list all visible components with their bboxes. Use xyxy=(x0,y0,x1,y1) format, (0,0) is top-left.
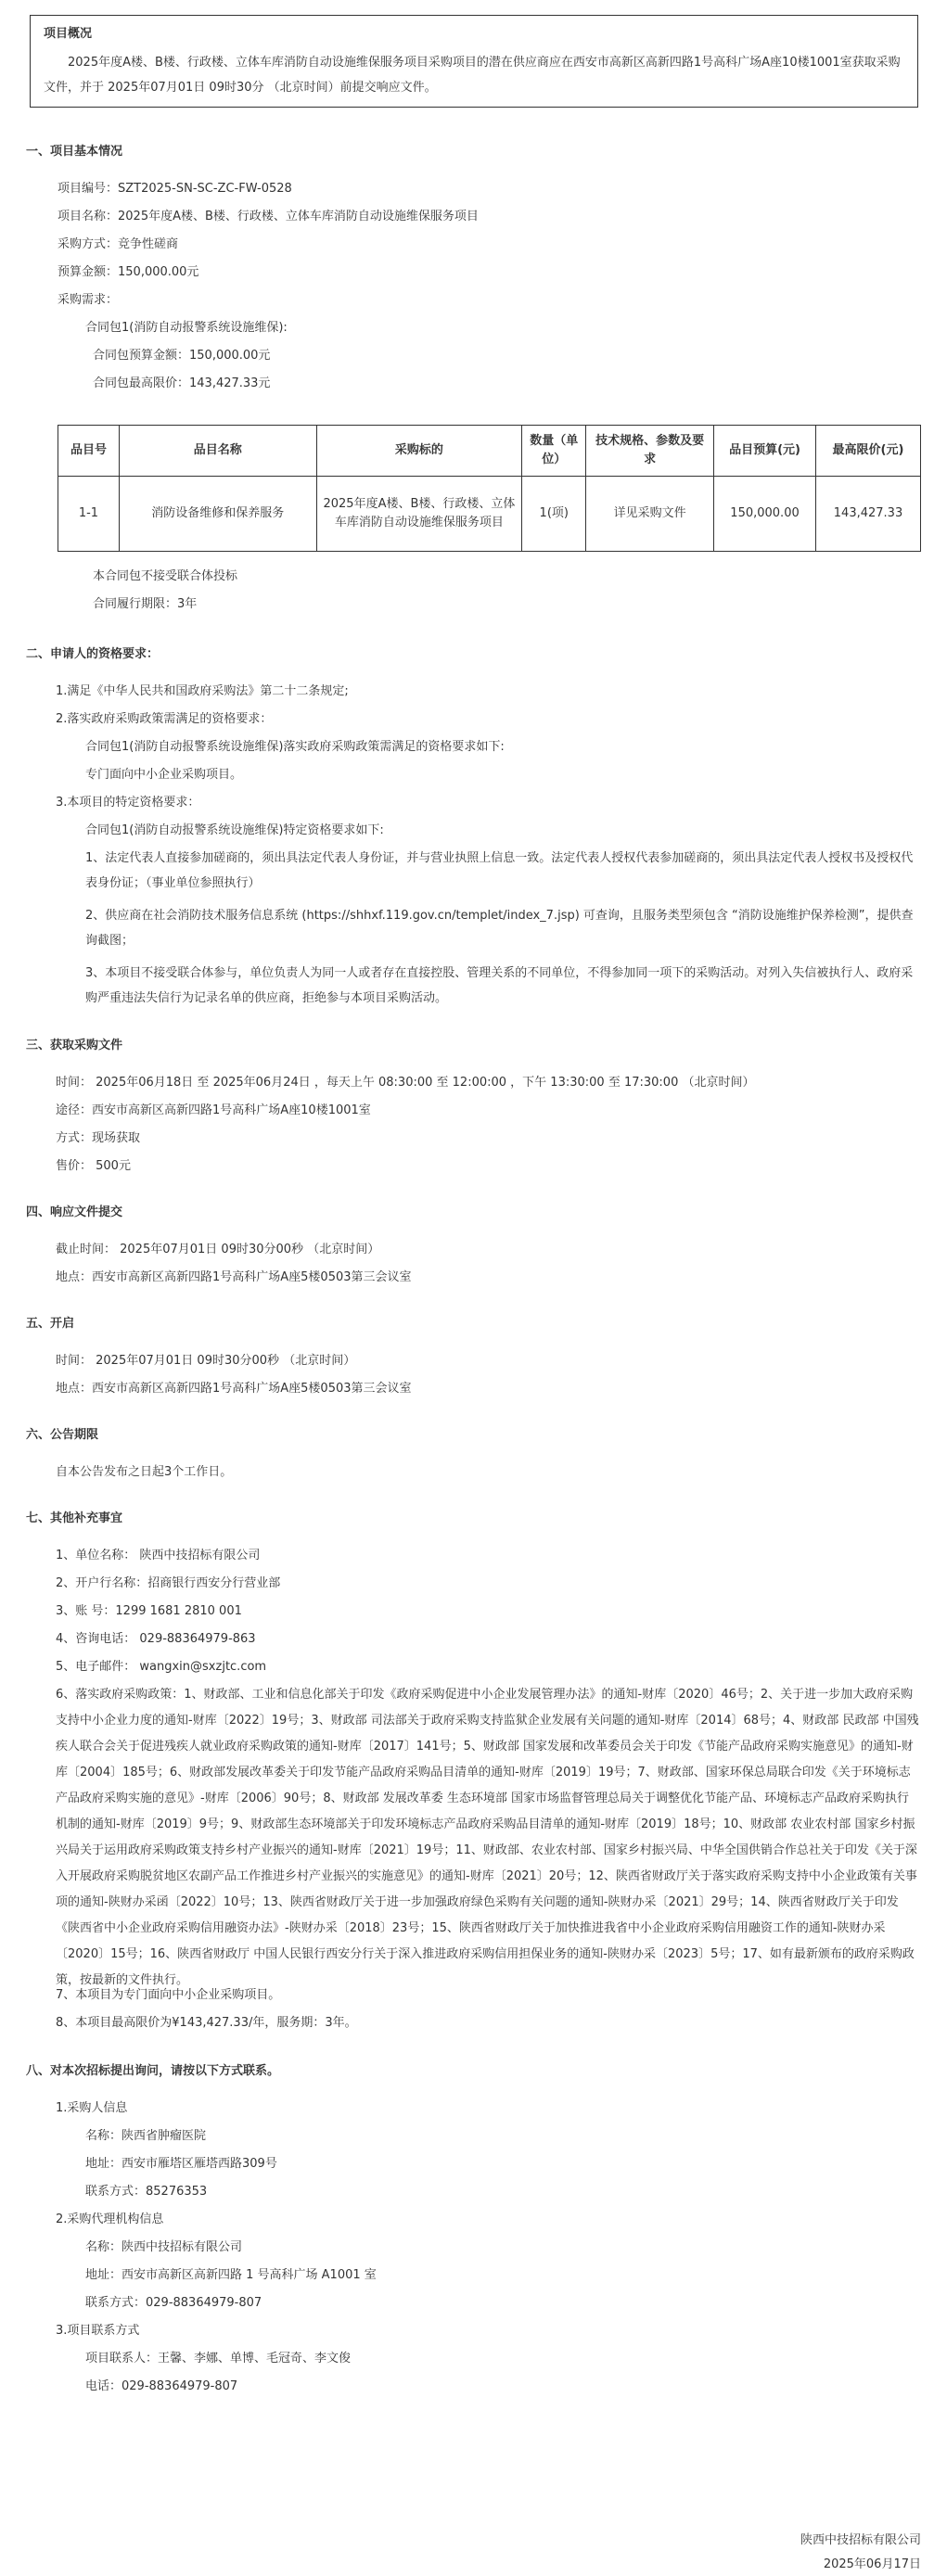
purchaser-heading: 1.采购人信息 xyxy=(56,2101,128,2115)
table-header-row xyxy=(58,426,921,477)
submission-deadline: 截止时间： 2025年07月01日 09时30分00秒 （北京时间） xyxy=(56,1243,380,1256)
agent-phone: 联系方式：029-88364979-807 xyxy=(85,2296,262,2310)
section-opening-title: 五、开启 xyxy=(26,1317,75,1331)
section-submission-title: 四、响应文件提交 xyxy=(26,1205,123,1219)
contract-package: 合同包1(消防自动报警系统设施维保): xyxy=(85,321,288,335)
qualification-item: 3.本项目的特定资格要求： xyxy=(56,796,200,810)
opening-place: 地点：西安市高新区高新四路1号高科广场A座5楼0503第三会议室 xyxy=(56,1382,412,1396)
contact-heading: 3.项目联系方式 xyxy=(56,2324,140,2338)
contact-phone: 电话：029-88364979-807 xyxy=(85,2379,238,2393)
budget-amount: 预算金额：150,000.00元 xyxy=(58,265,199,279)
section-other-title: 七、其他补充事宜 xyxy=(26,1511,123,1525)
table-cell: 143,427.33 xyxy=(816,477,921,552)
procurement-method: 采购方式：竞争性磋商 xyxy=(58,237,179,251)
table-cell: 消防设备维修和保养服务 xyxy=(119,477,316,552)
qualification-item: 合同包1(消防自动报警系统设施维保)落实政府采购政策需满足的资格要求如下: xyxy=(85,740,505,754)
no-consortium-note: 本合同包不接受联合体投标 xyxy=(93,569,238,583)
table-header: 品目名称 xyxy=(119,426,316,477)
table-row xyxy=(58,477,921,552)
qualification-item: 2、供应商在社会消防技术服务信息系统 (https://shhxf.119.gov.cn/templet/index_7.jsp) 可查询，且服务类型须包含 “消防设施维护保养检测”，提供查询截图； xyxy=(85,909,914,948)
table-header: 技术规格、参数及要求 xyxy=(586,426,714,477)
policy-list: 6、落实政府采购政策：1、财政部、工业和信息化部关于印发《政府采购促进中小企业发展管理办法》的通知-财库〔2020〕46号；2、关于进一步加大政府采购支持中小企业力度的通知-财库〔2022〕19号；3、财政部 司法部关于政府采购支持监狱企业发展有关问题的通知-财库〔2014〕68号；4、财政部 民政部 中国残疾人联合会关于促进残疾人就业政府采购政策的通知-财库〔2017〕141号；5、财政部 国家发展和改革委员会关于印发《节能产品政府采购实施意见》的通知-财库〔2004〕185号；6、财政部发展改革委关于印发节能产品政府采购品目清单的通知-财库〔2019〕19号；7、财政部、国家环保总局联合印发《关于环境标志产品政府采购实施的意见》-财库〔2006〕90号；8、财政部 发展改革委 生态环境部 国家市场监督管理总局关于调整优化节能产品、环境标志产品政府采购执行机制的通知-财库〔2019〕9号；9、财政部生态环境部关于印发环境标志产品政府采购品目清单的通知-财库〔2019〕18号；10、财政部 农业农村部 国家乡村振兴局关于运用政府采购政策支持乡村产业振兴的通知-财库〔2021〕19号；11、财政部、农业农村部、国家乡村振兴局、中华全国供销合作总社关于印发《关于深入开展政府采购脱贫地区农副产品工作推进乡村产业振兴的实施意见》的通知-财库〔2021〕20号；12、陕西省财政厅关于落实政府采购支持中小企业政策有关事项的通知-陕财办采函〔2022〕10号；13、陕西省财政厅关于进一步加强政府绿色采购有关问题的通知-陕财办采〔2021〕29号；14、陕西省财政厅关于印发《陕西省中小企业政府采购信用融资办法》-陕财办采〔2018〕23号；15、陕西省财政厅关于加快推进我省中小企业政府采购信用融资工作的通知-陕财办采〔2020〕15号；16、陕西省财政厅 中国人民银行西安分行关于深入推进政府采购信用担保业务的通知-陕财办采〔2023〕5号；17、如有最新颁布的政府采购政策，按最新的文件执行。 xyxy=(56,1688,919,1987)
section-qualification-title: 二、申请人的资格要求： xyxy=(26,647,160,661)
table-cell: 详见采购文件 xyxy=(586,477,714,552)
section-basic-info-title: 一、项目基本情况 xyxy=(26,145,123,159)
submission-place: 地点：西安市高新区高新四路1号高科广场A座5楼0503第三会议室 xyxy=(56,1270,412,1284)
project-overview-box xyxy=(30,15,918,108)
table-cell: 1(项) xyxy=(522,477,586,552)
section-contact-title: 八、对本次招标提出询问，请按以下方式联系。 xyxy=(26,2064,280,2078)
announcement-period: 自本公告发布之日起3个工作日。 xyxy=(56,1465,233,1479)
table-header: 最高限价(元) xyxy=(816,426,921,477)
obtain-time: 时间： 2025年06月18日 至 2025年06月24日 ，每天上午 08:30:00 至 12:00:00 ，下午 13:30:00 至 17:30:00 （北京时间） xyxy=(56,1076,755,1090)
other-item: 3、账 号：1299 1681 2810 001 xyxy=(56,1604,242,1618)
footer-date: 2025年06月17日 xyxy=(823,2557,921,2571)
overview-text: 2025年度A楼、B楼、行政楼、立体车库消防自动设施维保服务项目采购项目的潜在供应商应在西安市高新区高新四路1号高科广场A座10楼1001室获取采购文件，并于 2025年07月01日 09时30分 （北京时间）前提交响应文件。 xyxy=(44,56,901,95)
table-header: 品目预算(元) xyxy=(714,426,816,477)
qualification-item: 2.落实政府采购政策需满足的资格要求： xyxy=(56,712,273,726)
purchaser-phone: 联系方式：85276353 xyxy=(85,2185,208,2199)
package-budget: 合同包预算金额：150,000.00元 xyxy=(93,349,271,363)
overview-title: 项目概况 xyxy=(44,27,93,41)
table-cell: 150,000.00 xyxy=(714,477,816,552)
contract-period: 合同履行期限：3年 xyxy=(93,597,198,611)
contact-people: 项目联系人：王馨、李娜、单博、毛冠奇、李文俊 xyxy=(85,2352,352,2366)
procurement-table xyxy=(58,425,921,552)
package-max-price: 合同包最高限价：143,427.33元 xyxy=(93,376,271,390)
purchaser-address: 地址：西安市雁塔区雁塔西路309号 xyxy=(85,2157,277,2171)
other-item: 7、本项目为专门面向中小企业采购项目。 xyxy=(56,1988,281,2002)
table-header: 数量（单位） xyxy=(522,426,586,477)
section-period-title: 六、公告期限 xyxy=(26,1428,99,1442)
agent-address: 地址：西安市高新区高新四路 1 号高科广场 A1001 室 xyxy=(85,2268,377,2282)
opening-time: 时间： 2025年07月01日 09时30分00秒 （北京时间） xyxy=(56,1354,356,1368)
table-header: 采购标的 xyxy=(316,426,522,477)
other-item: 1、单位名称： 陕西中技招标有限公司 xyxy=(56,1549,261,1562)
qualification-item: 合同包1(消防自动报警系统设施维保)特定资格要求如下: xyxy=(85,823,384,837)
obtain-method: 方式：现场获取 xyxy=(56,1131,141,1145)
project-number: 项目编号：SZT2025-SN-SC-ZC-FW-0528 xyxy=(58,182,292,196)
procurement-demand: 采购需求： xyxy=(58,293,119,307)
footer-organization: 陕西中技招标有限公司 xyxy=(800,2533,921,2547)
table-cell: 1-1 xyxy=(58,477,120,552)
qualification-item: 专门面向中小企业采购项目。 xyxy=(85,768,243,782)
other-item: 4、咨询电话： 029-88364979-863 xyxy=(56,1632,256,1646)
obtain-price: 售价： 500元 xyxy=(56,1159,131,1173)
qualification-item: 3、本项目不接受联合体参与，单位负责人为同一人或者存在直接控股、管理关系的不同单位，不得参加同一项下的采购活动。对列入失信被执行人、政府采购严重违法失信行为记录名单的供应商，拒绝参与本项目采购活动。 xyxy=(85,966,914,1005)
other-item: 8、本项目最高限价为¥143,427.33/年，服务期：3年。 xyxy=(56,2016,357,2030)
table-cell: 2025年度A楼、B楼、行政楼、立体车库消防自动设施维保服务项目 xyxy=(316,477,522,552)
obtain-place: 途径：西安市高新区高新四路1号高科广场A座10楼1001室 xyxy=(56,1103,371,1117)
project-name: 项目名称：2025年度A楼、B楼、行政楼、立体车库消防自动设施维保服务项目 xyxy=(58,210,479,223)
qualification-item: 1、法定代表人直接参加磋商的，须出具法定代表人身份证，并与营业执照上信息一致。法定代表人授权代表参加磋商的，须出具法定代表人授权书及授权代表身份证；（事业单位参照执行） xyxy=(85,851,914,890)
section-obtain-docs-title: 三、获取采购文件 xyxy=(26,1039,123,1052)
other-item: 2、开户行名称：招商银行西安分行营业部 xyxy=(56,1576,281,1590)
agent-heading: 2.采购代理机构信息 xyxy=(56,2213,164,2226)
table-header: 品目号 xyxy=(58,426,120,477)
purchaser-name: 名称：陕西省肿瘤医院 xyxy=(85,2129,207,2143)
agent-name: 名称：陕西中技招标有限公司 xyxy=(85,2240,243,2254)
other-item: 5、电子邮件： wangxin@sxzjtc.com xyxy=(56,1660,267,1674)
qualification-item: 1.满足《中华人民共和国政府采购法》第二十二条规定; xyxy=(56,684,349,698)
